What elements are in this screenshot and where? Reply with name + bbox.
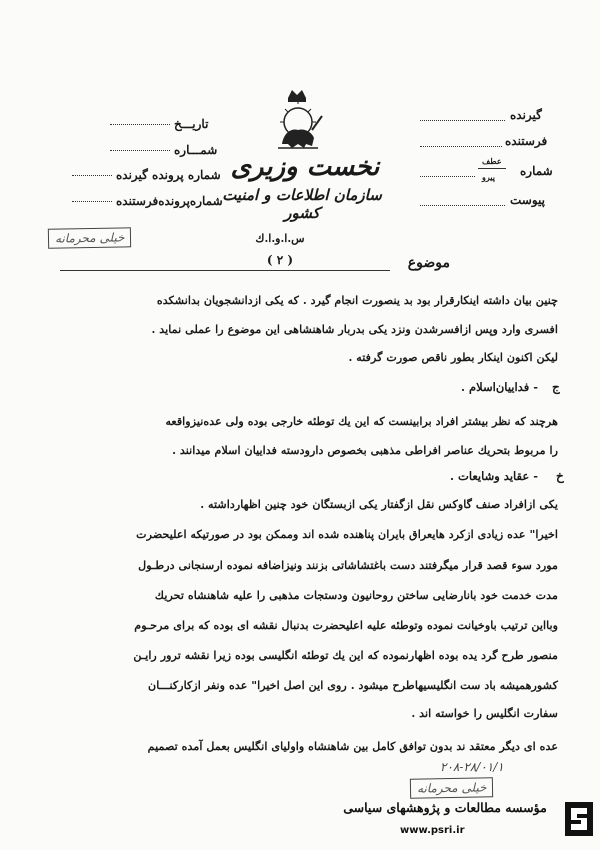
number-label: شمـــاره bbox=[174, 143, 218, 157]
receiver-file-field bbox=[72, 168, 221, 182]
body-line: عده ای ديگر معتقد ند بدون توافق كامل بين شاهنشاه واوليای انگليس بعمل آمده تصميم bbox=[147, 739, 558, 753]
classification-stamp-top: خيلی محرمانه bbox=[48, 227, 132, 248]
lion-and-sun-emblem-icon bbox=[268, 86, 326, 154]
ref-fraction-line bbox=[478, 168, 506, 169]
body-line: منصور طرح گرد يده بوده اظهارنموده كه اين يك توطئه انگليسی بوده زيرا نقشه ترور رايـن bbox=[133, 648, 558, 662]
ref-line bbox=[420, 176, 475, 177]
attachment-label: پيوست bbox=[510, 193, 545, 207]
number-field bbox=[110, 143, 217, 157]
sender-label: فرستنده bbox=[505, 134, 548, 148]
body-line: يكی ازافراد صنف گاوكس نقل ازگفتار يكی ازبستگان خود چنين اظهارداشته . bbox=[200, 497, 558, 511]
institute-url[interactable]: www.psri.ir bbox=[400, 825, 465, 836]
body-line: كشورهميشه باد ست انگليسيهاطرح ميشود . روی اين اصل اخيرا" عده ونفر ازكاركنـــان bbox=[148, 678, 558, 692]
section-kh-marker: خ bbox=[556, 469, 564, 483]
sender-file-label: شماره‌پرونده‌فرستنده bbox=[116, 194, 223, 208]
org-subtitle: سازمان اطلاعات و امنيت كشور bbox=[222, 186, 382, 222]
body-line: مدت خدمت خود بانارضايی ساختن روحانيون ودستجات مذهبی را عليه شاهنشاه تحريك bbox=[154, 588, 558, 602]
body-line: را مربوط بتحريك عناصر افراطی مذهبی بخصوص دارودسته فداييان اسلام ميدانند . bbox=[172, 443, 558, 457]
receiver-file-label: شماره پرونده گيرنده bbox=[116, 168, 221, 182]
ref-number-label: شماره bbox=[520, 164, 553, 178]
institute-name: مؤسسه مطالعات و پژوهشهای سیاسی bbox=[343, 800, 547, 815]
recipient-label: گيرنده bbox=[510, 108, 542, 122]
body-line: هرچند كه نظر بيشتر افراد برابينست كه اين يك توطئه خارجی بوده ولی عده‌نيزواقعه bbox=[165, 414, 558, 428]
section-j-title: - فداييان‌اسلام . bbox=[461, 380, 538, 394]
body-line: افسری وارد وپس ازافسرشدن ونزد يكی بدربار شاهنشاهی اين موضوع را عملی نمايد . bbox=[151, 322, 558, 336]
body-line: چنين بيان داشته اينكارقرار بود بد ينصورت انجام گيرد . كه يكی ازدانشجويان بدانشكده bbox=[156, 293, 558, 307]
sender-file-field bbox=[72, 194, 223, 208]
recipient-line bbox=[420, 120, 505, 121]
classification-stamp-bottom: خيلی محرمانه bbox=[410, 777, 494, 798]
page-number: ( ۲ ) bbox=[266, 253, 294, 267]
section-kh-title: - عقايد وشايعات . bbox=[450, 469, 538, 483]
body-line: اخيرا" عده زيادی ازكرد هایعراق بايران پناهنده شده اند وممكن بود در صورتيكه اعليحضرت bbox=[136, 527, 558, 541]
body-line: سفارت انگليس را خواسته اند . bbox=[411, 706, 558, 720]
handwritten-note: ۲۰۸-۲۸/۰۱/۱ bbox=[440, 760, 504, 774]
subject-line bbox=[60, 270, 390, 271]
ref-sub-bottom: پيرو bbox=[482, 172, 495, 182]
body-line: وبااين ترتيب باوخيانت نموده وتوطئه عليه اعليحضرت بدنبال نقشه ای بوده كه برای مرحـوم bbox=[134, 618, 558, 632]
date-label: تاريـــخ bbox=[174, 117, 209, 131]
body-line: ليكن اكنون اينكار بطور ناقص صورت گرفته . bbox=[348, 350, 558, 364]
org-code: س.ا.و.ا.ك bbox=[255, 232, 305, 245]
psri-logo-icon bbox=[565, 802, 593, 836]
sender-line bbox=[420, 146, 502, 147]
attachment-line bbox=[420, 205, 505, 206]
org-title: نخست وزيری bbox=[230, 152, 380, 182]
date-field bbox=[110, 117, 208, 131]
body-line: مورد سوء قصد قرار ميگرفتند دست باغتشاشاتی بزنند ونيزاضافه نموده ارسنجانی درطـول bbox=[138, 558, 558, 572]
section-j-marker: ج bbox=[552, 380, 560, 394]
subject-label: موضوع bbox=[407, 255, 450, 271]
ref-sub-top: عطف bbox=[482, 156, 502, 166]
